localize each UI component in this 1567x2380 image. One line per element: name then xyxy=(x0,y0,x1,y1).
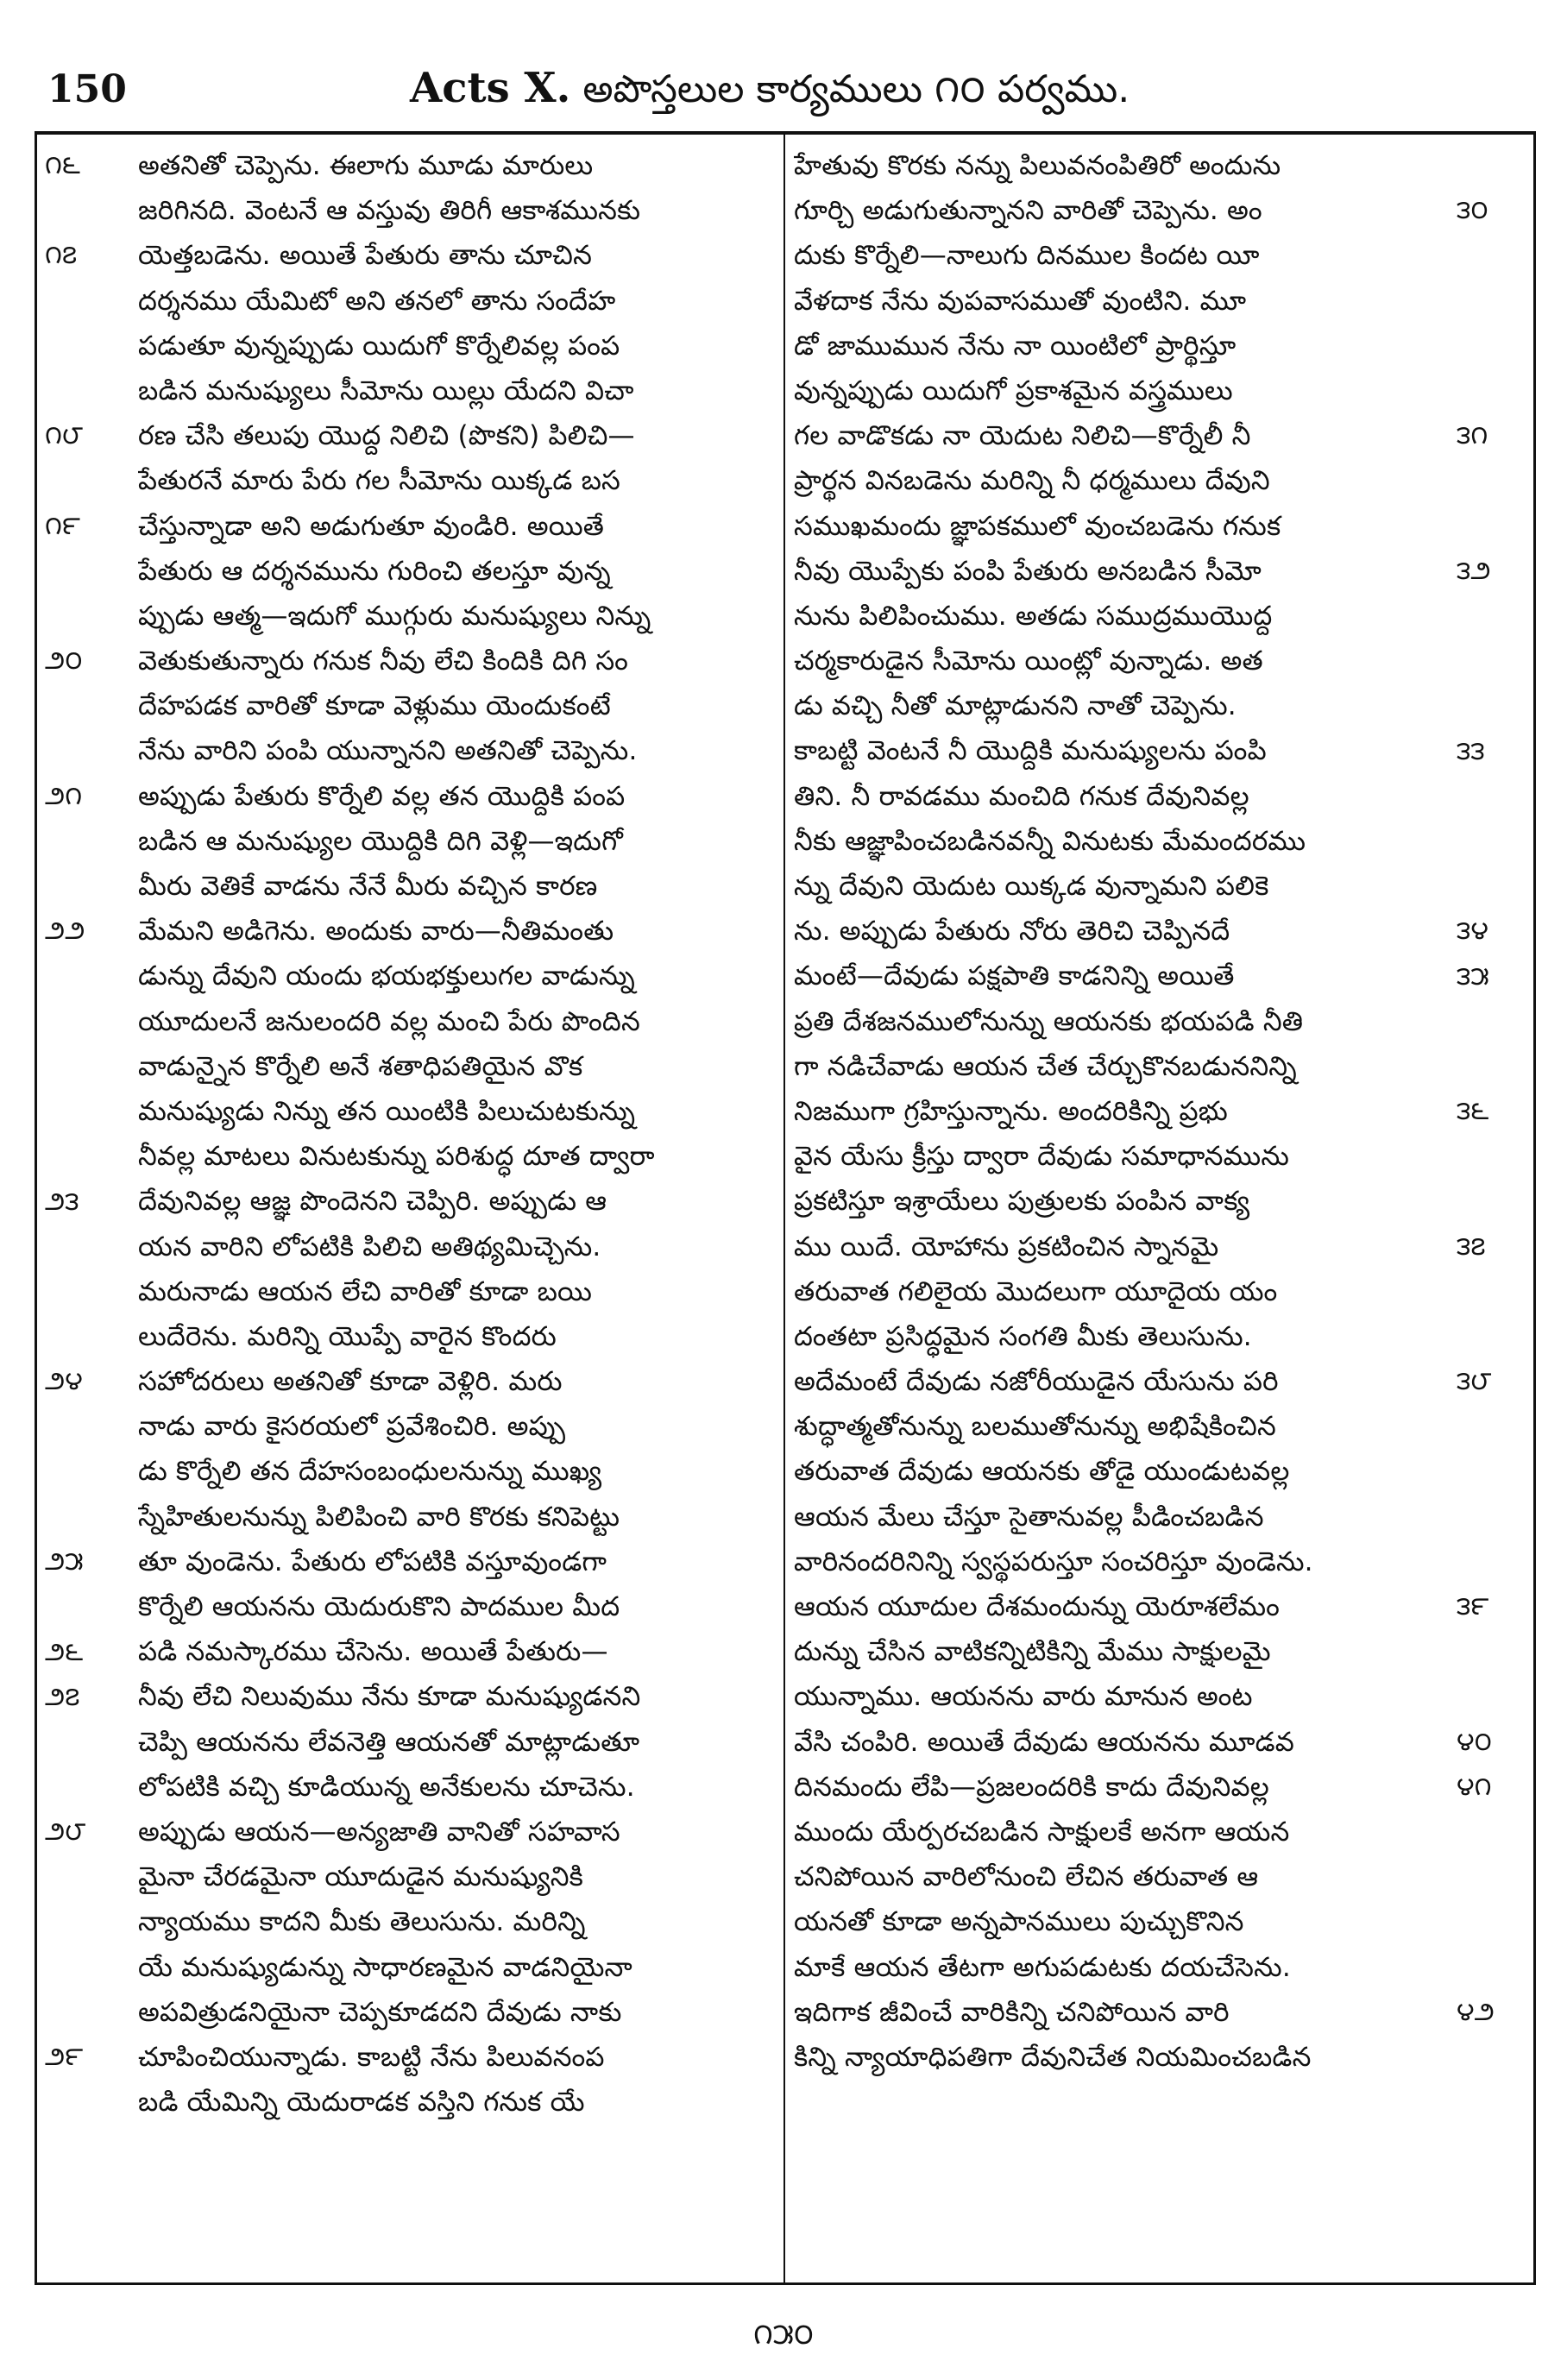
text-line: వాడున్నైన కొర్నేలి అనే శతాధిపతియైన వొక xyxy=(138,1050,583,1082)
text-line: తరువాత గలిలైయ మొదలుగా యూదైయ యం xyxy=(794,1275,1278,1307)
text-line: దర్శనము యేమిటో అని తనలో తాను సందేహ xyxy=(138,285,616,317)
text-line: దేహపడక వారితో కూడా వెళ్లుము యెందుకంటే xyxy=(138,690,611,722)
text-line: డో జాముమున నేను నా యింటిలో ప్రార్థిస్తూ xyxy=(794,330,1237,362)
top-rule xyxy=(35,131,1536,135)
text-line: డున్ను దేవుని యందు భయభక్తులుగల వాడున్ను xyxy=(138,960,635,992)
text-line: ప్రార్థన వినబడెను మరిన్ని నీ ధర్మములు దేవుని xyxy=(794,465,1270,497)
verse-marker: ౪౨ xyxy=(1457,1997,1495,2028)
text-line: సముఖమందు జ్ఞాపకములో వుంచబడెను గనుక xyxy=(794,510,1281,542)
text-line: అతనితో చెప్పెను. ఈలాగు మూడు మారులు xyxy=(138,150,594,181)
text-line: మరునాడు ఆయన లేచి వారితో కూడా బయి xyxy=(138,1275,593,1307)
page-number: 150 xyxy=(47,67,127,111)
text-line: న్యాయము కాదని మీకు తెలుసును. మరిన్ని xyxy=(138,1906,586,1938)
text-line: వారినందరినిన్ని స్వస్థపరుస్తూ సంచరిస్తూ వుండెను. xyxy=(794,1546,1313,1577)
text-line: మాకే ఆయన తేటగా అగుపడుటకు దయచేసెను. xyxy=(794,1951,1291,1983)
text-line: నేను వారిని పంపి యున్నానని అతనితో చెప్పెను. xyxy=(138,735,638,767)
text-line: చూపించియున్నాడు. కాబట్టి నేను పిలువనంప xyxy=(138,2041,605,2073)
text-line: న్ను దేవుని యెదుట యిక్కడ వున్నామని పలికె xyxy=(794,871,1269,902)
left-border xyxy=(35,131,37,2285)
running-title-english: Acts X. xyxy=(410,64,571,112)
text-line: కిన్ని న్యాయాధిపతిగా దేవునిచేత నియమించబడిన xyxy=(794,2041,1312,2073)
text-line: యే మనుష్యుడున్ను సాధారణమైన వాడనియైనా xyxy=(138,1951,632,1983)
text-line: ప్రతి దేశజనములోనున్ను ఆయనకు భయపడి నీతి xyxy=(794,1005,1304,1037)
text-line: ము యిదే. యోహాను ప్రకటించిన స్నానమై xyxy=(794,1231,1219,1262)
text-line: మంటే—దేవుడు పక్షపాతి కాడనిన్ని అయితే xyxy=(794,960,1235,992)
footer-page-number: ౧౫౦ xyxy=(753,2317,814,2352)
verse-marker: ౧౯ xyxy=(45,510,80,541)
text-line: నిజముగా గ్రహిస్తున్నాను. అందరికిన్ని ప్రభు xyxy=(794,1095,1228,1127)
left-text-column xyxy=(138,143,772,2275)
text-line: అప్పుడు పేతురు కొర్నేలి వల్ల తన యొద్దికి పంప xyxy=(138,780,626,812)
verse-marker: ౨౭ xyxy=(45,1681,80,1712)
text-line: గూర్చి అడుగుతున్నానని వారితో చెప్పెను. అం xyxy=(794,195,1262,227)
text-line: లుదేరెను. మరిన్ని యొప్పే వారైన కొందరు xyxy=(138,1320,557,1352)
text-line: వున్నప్పుడు యిదుగో ప్రకాశమైన వస్త్రములు xyxy=(794,375,1233,406)
text-line: చనిపోయిన వారిలోనుంచి లేచిన తరువాత ఆ xyxy=(794,1861,1259,1893)
text-line: మేమని అడిగెను. అందుకు వారు—నీతిమంతు xyxy=(138,916,614,948)
text-line: దేవునివల్ల ఆజ్ఞ పొందెనని చెప్పిరి. అప్పుడు ఆ xyxy=(138,1186,607,1218)
text-line: తరువాత దేవుడు ఆయనకు తోడై యుండుటవల్ల xyxy=(794,1456,1290,1488)
text-line: పేతురు ఆ దర్శనమును గురించి తలస్తూ వున్న xyxy=(138,555,611,587)
verse-marker: ౩౦ xyxy=(1457,195,1488,226)
text-line: మనుష్యుడు నిన్ను తన యింటికి పిలుచుటకున్ను xyxy=(138,1095,636,1127)
text-line: అదేమంటే దేవుడు నజోరీయుడైన యేసును పరి xyxy=(794,1366,1279,1398)
verse-marker: ౨౦ xyxy=(45,645,83,677)
text-line: యన వారిని లోపటికి పిలిచి అతిథ్యమిచ్చెను. xyxy=(138,1231,601,1262)
text-line: కాబట్టి వెంటనే నీ యొద్దికి మనుష్యులను పంపి xyxy=(794,735,1267,767)
verse-marker: ౩౫ xyxy=(1457,960,1489,992)
text-line: నును పిలిపించుము. అతడు సముద్రముయొద్ద xyxy=(794,600,1273,632)
text-line: కొర్నేలి ఆయనను యెదురుకొని పాదముల మీద xyxy=(138,1591,620,1622)
text-line: బడిన మనుష్యులు సీమోను యిల్లు యేదని విచా xyxy=(138,375,634,406)
text-line: గా నడిచేవాడు ఆయన చేత చేర్చుకొనబడుననిన్ని xyxy=(794,1050,1297,1082)
text-line: చర్మకారుడైన సీమోను యింట్లో వున్నాడు. అత xyxy=(794,645,1263,677)
verse-marker: ౩౭ xyxy=(1457,1231,1486,1262)
text-line: దుకు కొర్నేలి—నాలుగు దినముల కిందట యీ xyxy=(794,240,1260,272)
right-verse-markers xyxy=(1457,143,1530,2275)
verse-marker: ౩౨ xyxy=(1457,555,1491,586)
text-line: పేతురనే మారు పేరు గల సీమోను యిక్కడ బస xyxy=(138,465,621,497)
text-line: వెతుకుతున్నారు గనుక నీవు లేచి కిందికి దిగి సం xyxy=(138,645,628,677)
column-divider xyxy=(784,135,785,2283)
text-line: మైనా చేరడమైనా యూదుడైన మనుష్యునికి xyxy=(138,1861,584,1893)
text-line: సహోదరులు అతనితో కూడా వెళ్లిరి. మరు xyxy=(138,1366,563,1398)
text-line: నాడు వారు కైసరయలో ప్రవేశించిరి. అప్పు xyxy=(138,1411,566,1443)
verse-marker: ౩౬ xyxy=(1457,1096,1489,1127)
text-line: బడి యేమిన్ని యెదురాడక వస్తిని గనుక యే xyxy=(138,2087,585,2119)
verse-marker: ౨౧ xyxy=(45,780,83,811)
verse-marker: ౨౯ xyxy=(45,2042,84,2073)
text-line: ఆయన మేలు చేస్తూ సైతానువల్ల పీడించబడిన xyxy=(794,1501,1264,1533)
verse-marker: ౧౮ xyxy=(45,420,84,451)
verse-marker: ౨౩ xyxy=(45,1186,79,1217)
text-line: వైన యేసు క్రీస్తు ద్వారా దేవుడు సమాధానమును xyxy=(794,1141,1290,1173)
text-line: చేస్తున్నాడా అని అడుగుతూ వుండిరి. అయితే xyxy=(138,510,605,542)
text-line: శుద్ధాత్మతోనున్ను బలముతోనున్ను అభిషేకించిన xyxy=(794,1411,1276,1443)
text-line: వేసి చంపిరి. అయితే దేవుడు ఆయనను మూడవ xyxy=(794,1726,1295,1758)
verse-marker: ౧౬ xyxy=(45,150,80,180)
verse-marker: ౨౫ xyxy=(45,1546,84,1577)
right-text-column xyxy=(794,143,1450,2275)
text-line: వేళదాక నేను వుపవాసముతో వుంటిని. మూ xyxy=(794,285,1247,317)
text-line: నీవు లేచి నిలువుము నేను కూడా మనుష్యుడనని xyxy=(138,1681,641,1713)
text-line: ను. అప్పుడు పేతురు నోరు తెరిచి చెప్పినదే xyxy=(794,916,1230,948)
text-line: బడిన ఆ మనుష్యుల యొద్దికి దిగి వెళ్లి—ఇదుగో xyxy=(138,825,623,857)
text-line: యనతో కూడా అన్నపానములు పుచ్చుకొనిన xyxy=(794,1906,1244,1938)
verse-marker: ౨౪ xyxy=(45,1366,83,1397)
text-line: అపవిత్రుడనియైనా చెప్పకూడదని దేవుడు నాకు xyxy=(138,1996,622,2028)
text-line: లోపటికి వచ్చి కూడియున్న అనేకులను చూచెను. xyxy=(138,1771,635,1803)
verse-marker: ౧౭ xyxy=(45,240,78,271)
verse-marker: ౨౨ xyxy=(45,916,85,947)
text-line: తూ వుండెను. పేతురు లోపటికి వస్తూవుండగా xyxy=(138,1546,607,1577)
text-line: నీవల్ల మాటలు వినుటకున్ను పరిశుద్ధ దూత ద్వారా xyxy=(138,1141,655,1173)
text-line: హేతువు కొరకు నన్ను పిలువనంపితిరో అందును xyxy=(794,150,1281,181)
text-line: దంతటా ప్రసిద్ధమైన సంగతి మీకు తెలుసును. xyxy=(794,1320,1252,1352)
verse-marker: ౪౦ xyxy=(1457,1727,1492,1757)
verse-marker: ౩౯ xyxy=(1457,1591,1489,1622)
text-line: నీవు యొప్పేకు పంపి పేతురు అనబడిన సీమో xyxy=(794,555,1262,587)
text-line: యున్నాము. ఆయనను వారు మానున అంట xyxy=(794,1681,1253,1713)
verse-marker: ౨౮ xyxy=(45,1816,86,1848)
text-line: గల వాడొకడు నా యెదుట నిలిచి—కొర్నేలీ నీ xyxy=(794,420,1251,452)
text-line: జరిగినది. వెంటనే ఆ వస్తువు తిరిగీ ఆకాశమునకు xyxy=(138,195,641,227)
right-border xyxy=(1533,131,1536,2285)
text-line: పడుతూ వున్నప్పుడు యిదుగో కొర్నేలివల్ల పంప xyxy=(138,330,620,362)
text-line: స్నేహితులనున్ను పిలిపించి వారి కొరకు కనిపెట్టు xyxy=(138,1501,620,1533)
verse-marker: ౩౪ xyxy=(1457,916,1488,947)
running-title-native: అపొస్తలుల కార్యములు ౧౦ పర్వము. xyxy=(582,67,1130,111)
text-line: నీకు ఆజ్ఞాపించబడినవన్నీ వినుటకు మేమందరము xyxy=(794,825,1306,857)
text-line: పడి నమస్కారము చేసెను. అయితే పేతురు— xyxy=(138,1636,608,1668)
verse-marker: ౨౬ xyxy=(45,1636,84,1667)
text-line: డు వచ్చి నీతో మాట్లాడునని నాతో చెప్పెను. xyxy=(794,690,1237,722)
text-line: అప్పుడు ఆయన—అన్యజాతి వానితో సహవాస xyxy=(138,1816,620,1848)
running-title xyxy=(410,64,1130,121)
text-line: ప్పుడు ఆత్మ—ఇదుగో ముగ్గురు మనుష్యులు నిన్ను xyxy=(138,600,651,632)
text-line: ఇదిగాక జీవించే వారికిన్ని చనిపోయిన వారి xyxy=(794,1996,1230,2028)
bottom-rule xyxy=(35,2282,1536,2285)
text-line: రణ చేసి తలుపు యొద్ద నిలిచి (పొకని) పిలిచి— xyxy=(138,420,635,452)
text-line: మీరు వెతికే వాడను నేనే మీరు వచ్చిన కారణ xyxy=(138,871,598,902)
verse-marker: ౩౩ xyxy=(1457,735,1485,766)
text-line: ప్రకటిస్తూ ఇశ్రాయేలు పుత్రులకు పంపిన వాక్య xyxy=(794,1186,1250,1218)
left-verse-markers xyxy=(45,143,131,2275)
text-line: తిని. నీ రావడము మంచిది గనుక దేవునివల్ల xyxy=(794,780,1249,812)
verse-marker: ౩౮ xyxy=(1457,1366,1492,1397)
verse-marker: ౩౧ xyxy=(1457,420,1488,451)
text-line: దినమందు లేపి—ప్రజలందరికి కాదు దేవునివల్ల xyxy=(794,1771,1269,1803)
text-line: డు కొర్నేలి తన దేహసంబంధులనున్ను ముఖ్య xyxy=(138,1456,602,1488)
text-line: ముందు యేర్పరచబడిన సాక్షులకే అనగా ఆయన xyxy=(794,1816,1290,1848)
text-line: దున్ను చేసిన వాటికన్నిటికిన్ని మేము సాక్షులమై xyxy=(794,1636,1271,1668)
verse-marker: ౪౧ xyxy=(1457,1772,1492,1803)
text-line: యెత్తబడెను. అయితే పేతురు తాను చూచిన xyxy=(138,240,593,272)
text-line: ఆయన యూదుల దేశమందున్ను యెరూశలేమం xyxy=(794,1591,1280,1622)
text-line: చెప్పి ఆయనను లేవనెత్తి ఆయనతో మాట్లాడుతూ xyxy=(138,1726,640,1758)
text-line: యూదులనే జనులందరి వల్ల మంచి పేరు పొందిన xyxy=(138,1005,640,1037)
